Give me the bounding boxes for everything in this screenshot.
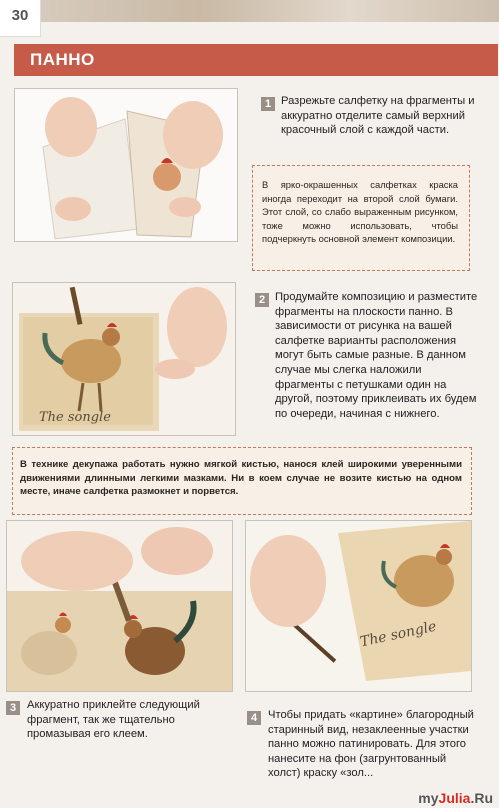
step1-text: Разрежьте салфетку на фрагменты и аккуратно отделите самый верхний красочный слой с каждой части. — [281, 95, 475, 137]
section-title: ПАННО — [30, 50, 95, 69]
watermark-brand: Julia — [438, 790, 471, 806]
step4-text: Чтобы придать «картине» благородный старинный вид, незаклеенные участки панно можно патинировать. Для этого нанесите на фон (загрунтованный холст) краску «зол... — [268, 709, 474, 780]
top-decor-strip — [0, 0, 499, 22]
watermark — [418, 790, 493, 806]
note1-text: В ярко-окрашенных салфетках краска иногда переходит на второй слой бумаги. Этот слой, со слабо выраженным рисунком, тоже можно использовать, чтобы подчеркнуть основной элемент композиции. — [262, 179, 458, 244]
watermark-suffix: .Ru — [470, 790, 493, 806]
step4-photo — [245, 520, 472, 692]
step1-photo — [14, 88, 238, 242]
step1-number: 1 — [261, 97, 275, 111]
step3-text: Аккуратно приклейте следующий фрагмент, так же тщательно промазывая его клеем. — [27, 699, 200, 741]
page-number: 30 — [0, 0, 41, 37]
note2-text: В технике декупажа работать нужно мягкой кистью, нанося клей широкими уверенными движениями длинными легкими мазками. Ни в коем случае не возите кистью на одном месте, иначе салфетка размокнет и порвется. — [20, 459, 462, 497]
step3-photo — [6, 520, 233, 692]
step2-photo-script: The songle — [39, 410, 111, 425]
step2-text: Продумайте композицию и разместите фрагменты на плоскости панно. В зависимости от рисунка на вашей салфетке варианты расположения могут быть самые разные. В данном случае мы слегка наложили фрагменты с петушками один на другой, поэтому приклеивать их будем по очереди, начиная с нижнего. — [275, 291, 478, 420]
step4-number: 4 — [247, 711, 261, 725]
watermark-prefix: my — [418, 790, 439, 806]
step2-photo — [12, 282, 236, 436]
step3-number: 3 — [6, 701, 20, 715]
step4-photo-script: The songle — [358, 618, 438, 651]
step2-number: 2 — [255, 293, 269, 307]
